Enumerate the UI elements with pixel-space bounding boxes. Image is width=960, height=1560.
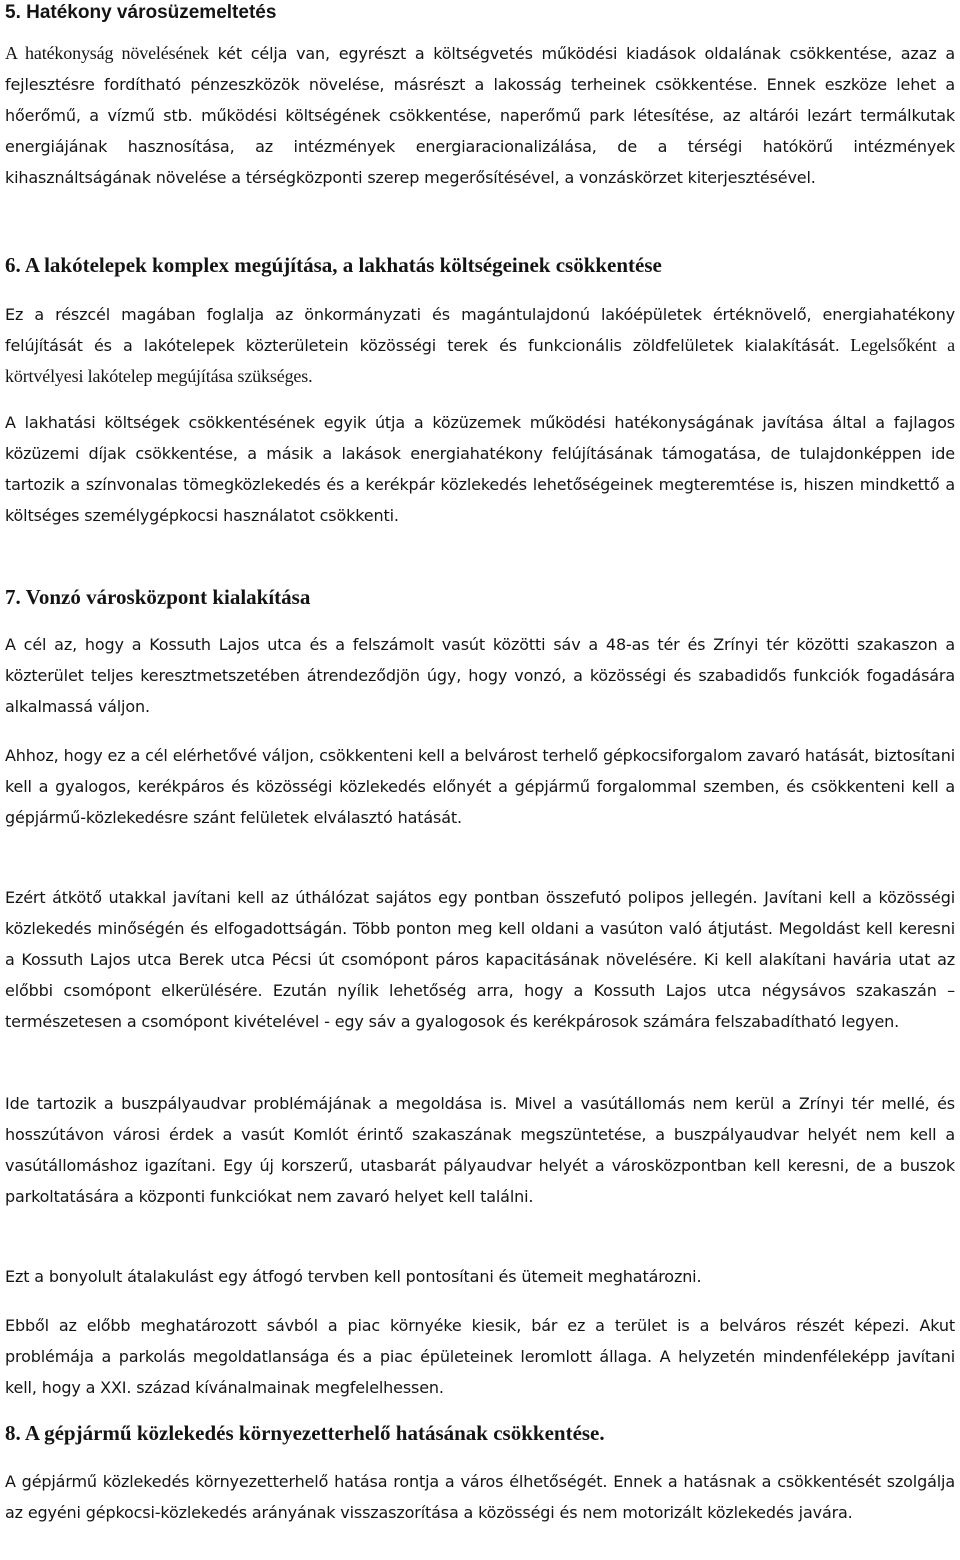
section-6-serif-tail: Legelsőként a körtvélyesi lakótelep megújítása szükséges.	[5, 335, 956, 386]
section-6-text-a: Ez a részcél magában foglalja az önkormányzati és magántulajdonú lakóépületek értéknövelő, energiahatékony felújítását és a lakótelepek közterületein közösségi terek és funkcionális zöldfelületek kialakítását.	[5, 305, 955, 355]
section-5-text-a: két célja van, egyrészt a költségvetés működési kiadások oldalának csökkentése, azaz a fejlesztésre fordítható pénzeszközök növelése, másrészt a lakosság terheinek csökkentése. Ennek eszköze lehet a hőerőmű, a vízmű stb.	[5, 44, 955, 125]
section-7-paragraph-4: Ide tartozik a buszpályaudvar problémájának a megoldása is. Mivel a vasútállomás nem kerül a Zrínyi tér mellé, és hosszútávon városi érdek a vasút Komlót érintő szakaszának megszüntetése, a buszpályaudvar helyét nem kell a vasútállomáshoz igazítani. Egy új korszerű, utasbarát pályaudvar helyét a városközpontban kell keresni, de a buszok parkoltatására a központi funkciókat nem zavaró helyet kell találni.	[5, 1094, 955, 1206]
section-8-heading: 8. A gépjármű közlekedés környezetterhelő hatásának csökkentése.	[5, 1421, 605, 1445]
section-6-paragraph-2: A lakhatási költségek csökkentésének egyik útja a közüzemek működési hatékonyságának javítása által a fajlagos közüzemi díjak csökkentése, a másik a lakások energiahatékony felújításának támogatása, de tulajdonképpen ide tartozik a színvonalas tömegközlekedés és a kerékpár közlekedés lehetőségeinek megteremtése is, hiszen mindkettő a költséges személygépkocsi használatot csökkenti.	[5, 413, 955, 525]
section-5-paragraph	[5, 38, 955, 193]
section-6-paragraph-1	[5, 299, 955, 392]
section-7-paragraph-2: Ahhoz, hogy ez a cél elérhetővé váljon, csökkenteni kell a belvárost terhelő gépkocsiforgalom zavaró hatását, biztosítani kell a gyalogos, kerékpáros és közösségi közlekedés előnyét a gépjármű forgalommal szemben, és csökkenteni kell a gépjármű-közlekedésre szánt felületek elválasztó hatását.	[5, 746, 955, 827]
section-7-paragraph-5: Ezt a bonyolult átalakulást egy átfogó tervben kell pontosítani és ütemeit meghatározni.	[5, 1267, 702, 1286]
section-7-paragraph-6: Ebből az előbb meghatározott sávból a piac környéke kiesik, bár ez a terület is a belváros részét képezi. Akut problémája a parkolás megoldatlansága és a piac épületeinek leromlott állaga. A helyzetén mindenféleképp javítani kell, hogy a XXI. század kívánalmainak megfelelhessen.	[5, 1316, 955, 1397]
section-8-paragraph-1: A gépjármű közlekedés környezetterhelő hatása rontja a város élhetőségét. Ennek a hatásnak a csökkentését szolgálja az egyéni gépkocsi-közlekedés arányának visszaszorítása a közösségi és nem motorizált közlekedés javára.	[5, 1472, 955, 1522]
section-5-serif-lead: A hatékonyság növelésének	[5, 43, 209, 63]
section-5-text-b: működési költségének csökkentése, naperőmű park létesítése, az altárói lezárt termálkutak energiájának hasznosítása, az intézmények energiaracionalizálása, de a térségi hatókörű intézmények kihasználtságának növelése a térségközponti szerep megerősítésével, a vonzáskörzet kiterjesztésével.	[5, 106, 955, 187]
section-7-paragraph-3: Ezért átkötő utakkal javítani kell az úthálózat sajátos egy pontban összefutó polipos jellegén. Javítani kell a közösségi közlekedés minőségén és elfogadottságán. Több ponton meg kell oldani a vasúton való átjutást. Megoldást kell keresni a Kossuth Lajos utca Berek utca Pécsi út csomópont páros kapacitásának növelésére. Ki kell alakítani havária utat az előbbi csomópont elkerülésére. Ezután nyílik lehetőség arra, hogy a Kossuth Lajos utca négysávos szakaszán – természetesen a csomópont kivételével - egy sáv a gyalogosok és kerékpárosok számára felszabadítható legyen.	[5, 888, 955, 1031]
section-7-heading: 7. Vonzó városközpont kialakítása	[5, 585, 311, 609]
section-6-heading: 6. A lakótelepek komplex megújítása, a lakhatás költségeinek csökkentése	[5, 253, 662, 277]
section-7-paragraph-1: A cél az, hogy a Kossuth Lajos utca és a felszámolt vasút közötti sáv a 48-as tér és Zrínyi tér közötti szakaszon a közterület teljes keresztmetszetében átrendeződjön úgy, hogy vonzó, a közösségi és szabadidős funkciók fogadására alkalmassá váljon.	[5, 635, 955, 716]
section-5-heading: 5. Hatékony városüzemeltetés	[5, 2, 277, 23]
